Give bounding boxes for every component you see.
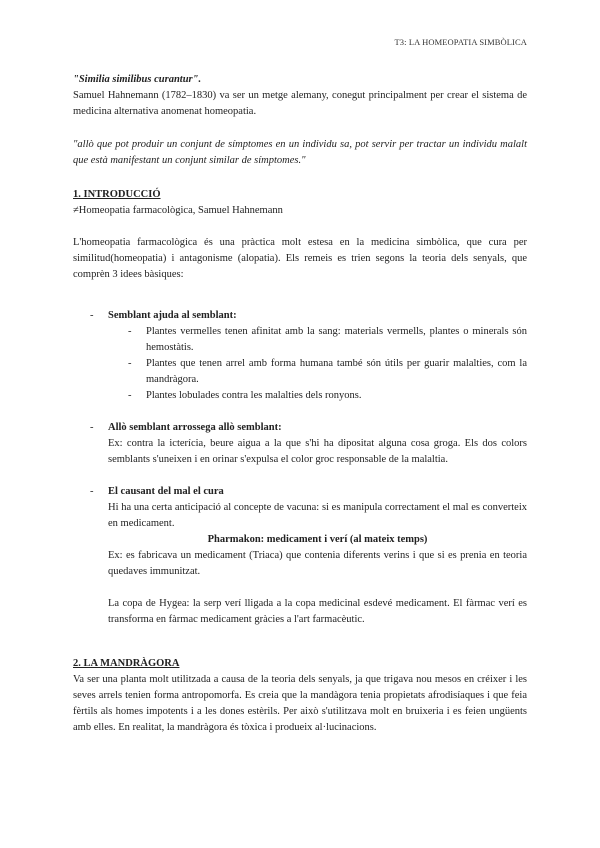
section-1-paragraph: L'homeopatia farmacològica és una pràctica molt estesa en la medicina simbòlica, que cura per similitud(homeopatia) i antagonisme (alopatia). Els remeis es trien segons la teoria dels senyals, que comprèn 3 idees bàsiques:: [73, 237, 527, 280]
section-1-heading: 1. INTRODUCCIÓ: [73, 189, 161, 200]
idea-title: - El causant del mal el cura: [108, 486, 224, 497]
idea-text: Ex: contra la icterícia, beure aigua a la que s'hi ha dipositat alguna cosa groga. Els dos colors semblants s'uneixen i en orinar s'expulsa el color groc responsable de la malaltia.: [108, 438, 527, 465]
idea-sublist: [108, 324, 527, 404]
bio-paragraph: Samuel Hahnemann (1782–1830) va ser un metge alemany, conegut principalment per crear el sistema de medicina alternativa anomenat homeopatia.: [73, 90, 527, 117]
idea-text: Hi ha una certa anticipació al concepte de vacuna: si es manipula correctament el mal es converteix en medicament.: [108, 502, 527, 529]
section-2-heading: 2. LA MANDRÀGORA: [73, 658, 180, 669]
hahnemann-quote: "allò que pot produir un conjunt de símptomes en un individu sa, pot servir per tractar un individu malalt que està manifestant un conjunt similar de símptomes.": [73, 139, 527, 166]
idea-title: - Allò semblant arrossega allò semblant:: [108, 422, 282, 433]
idea-text: Ex: es fabricava un medicament (Triaca) que contenia diferents verins i que si es prenia en teoria quedaves immunitzat.: [108, 550, 527, 577]
idea-subitem: - Plantes vermelles tenen afinitat amb la sang: materials vermells, plantes o minerals són hemostàtis.: [108, 324, 527, 356]
section-1-subtitle: ≠Homeopatia farmacològica, Samuel Hahnemann: [73, 205, 283, 216]
idea-subitem: - Plantes que tenen arrel amb forma humana també són útils per guarir malalties, com la mandràgora.: [108, 356, 527, 388]
idea-subitem: - Plantes lobulades contra les malalties dels ronyons.: [108, 388, 527, 404]
section-2-paragraph: Va ser una planta molt utilitzada a causa de la teoria dels senyals, ja que trigava nou mesos en créixer i les seves arrels tenien forma antropomorfa. Es creia que la mandàgora tenia propietats afrodisíaques i que feia fèrtils als homes impotents i a les dones estèrils. Per això s'utilitzava molt en bruixeria i es feien ungüents amb elles. En realitat, la mandràgora és tòxica i produeix al·lucinacions.: [73, 674, 527, 733]
idea-item: [73, 484, 527, 628]
motto: "Similia similibus curantur".: [73, 74, 202, 85]
pharmakon-line: Pharmakon: medicament i verí (al mateix temps): [207, 534, 428, 545]
idea-item: [73, 420, 527, 468]
idea-item: [73, 308, 527, 404]
page-content: [73, 72, 527, 736]
running-header: T3: LA HOMEOPATIA SIMBÒLICA: [394, 37, 527, 47]
idea-title: - Semblant ajuda al semblant:: [108, 310, 237, 321]
ideas-list: [73, 308, 527, 628]
idea-text: La copa de Hygea: la serp verí lligada a la copa medicinal esdevé medicament. El fàrmac verí es transforma en fàrmac medicament gràcies a l'art farmacèutic.: [108, 598, 527, 625]
